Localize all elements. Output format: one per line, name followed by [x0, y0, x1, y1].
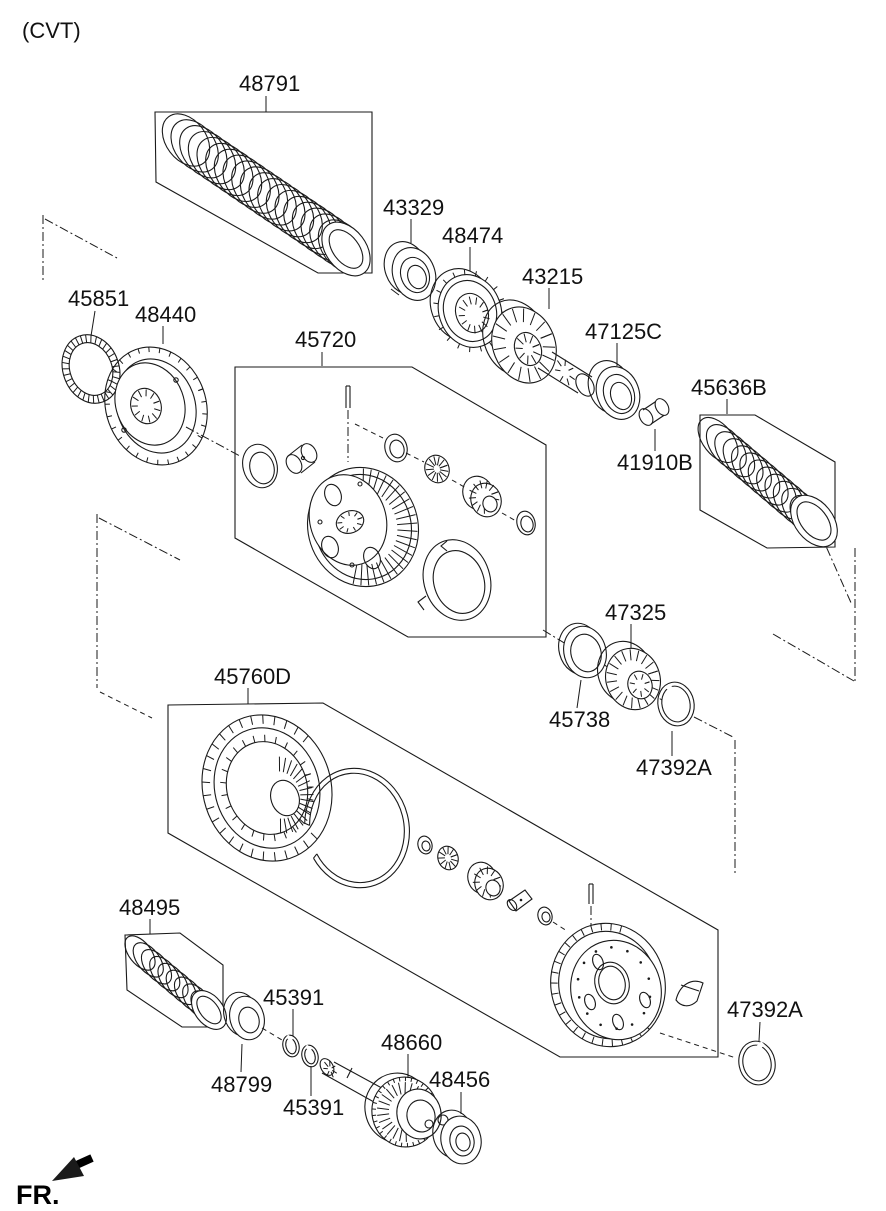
snap-ring-45391-a: [280, 1009, 301, 1059]
front-direction-arrow: [52, 1157, 92, 1181]
part-label-43329: 43329: [383, 195, 445, 220]
planet-carrier: [292, 453, 434, 601]
variant-label: (CVT): [22, 18, 81, 43]
wedge-part: [676, 981, 703, 1005]
part-label-45851: 45851: [68, 286, 130, 311]
snap-ring-45391-b: [299, 1043, 320, 1096]
part-label-45738: 45738: [549, 707, 611, 732]
part-label-45760d: 45760D: [214, 664, 292, 689]
part-label-48440: 48440: [135, 302, 197, 327]
group-box-45720: [235, 352, 546, 637]
part-label-48799: 48799: [211, 1072, 273, 1097]
part-label-47325: 47325: [605, 600, 667, 625]
part-label-45720: 45720: [295, 327, 357, 352]
part-label-48495: 48495: [119, 895, 181, 920]
part-label-41910b: 41910B: [617, 450, 693, 475]
part-label-45391-lower: 45391: [283, 1095, 345, 1120]
fr-direction-label: FR.: [16, 1180, 60, 1210]
group-box-48791: [153, 96, 380, 285]
part-label-43215: 43215: [522, 264, 584, 289]
part-label-47392a-upper: 47392A: [636, 755, 712, 780]
part-label-48791: 48791: [239, 71, 301, 96]
differential-drum: [537, 910, 679, 1059]
part-label-48660: 48660: [381, 1030, 443, 1055]
part-label-47125c: 47125C: [585, 319, 663, 344]
snap-ring-47392a-lower: [735, 1022, 779, 1088]
group-box-48495: [119, 919, 234, 1036]
bearing-43329: [377, 219, 443, 307]
part-label-47392a-lower: 47392A: [727, 997, 803, 1022]
part-label-48456: 48456: [429, 1067, 491, 1092]
group-box-45636b: [690, 399, 847, 556]
gear-48440: [88, 326, 223, 479]
washer-45738: [553, 618, 612, 708]
part-label-45636b: 45636B: [691, 375, 767, 400]
part-label-45391-upper: 45391: [263, 985, 325, 1010]
clutch-drum: [183, 698, 350, 878]
part-label-48474: 48474: [442, 223, 504, 248]
labels: [16, 18, 803, 1210]
pin-41910b: [636, 396, 671, 451]
snap-ring-47392a-upper: [654, 679, 698, 756]
